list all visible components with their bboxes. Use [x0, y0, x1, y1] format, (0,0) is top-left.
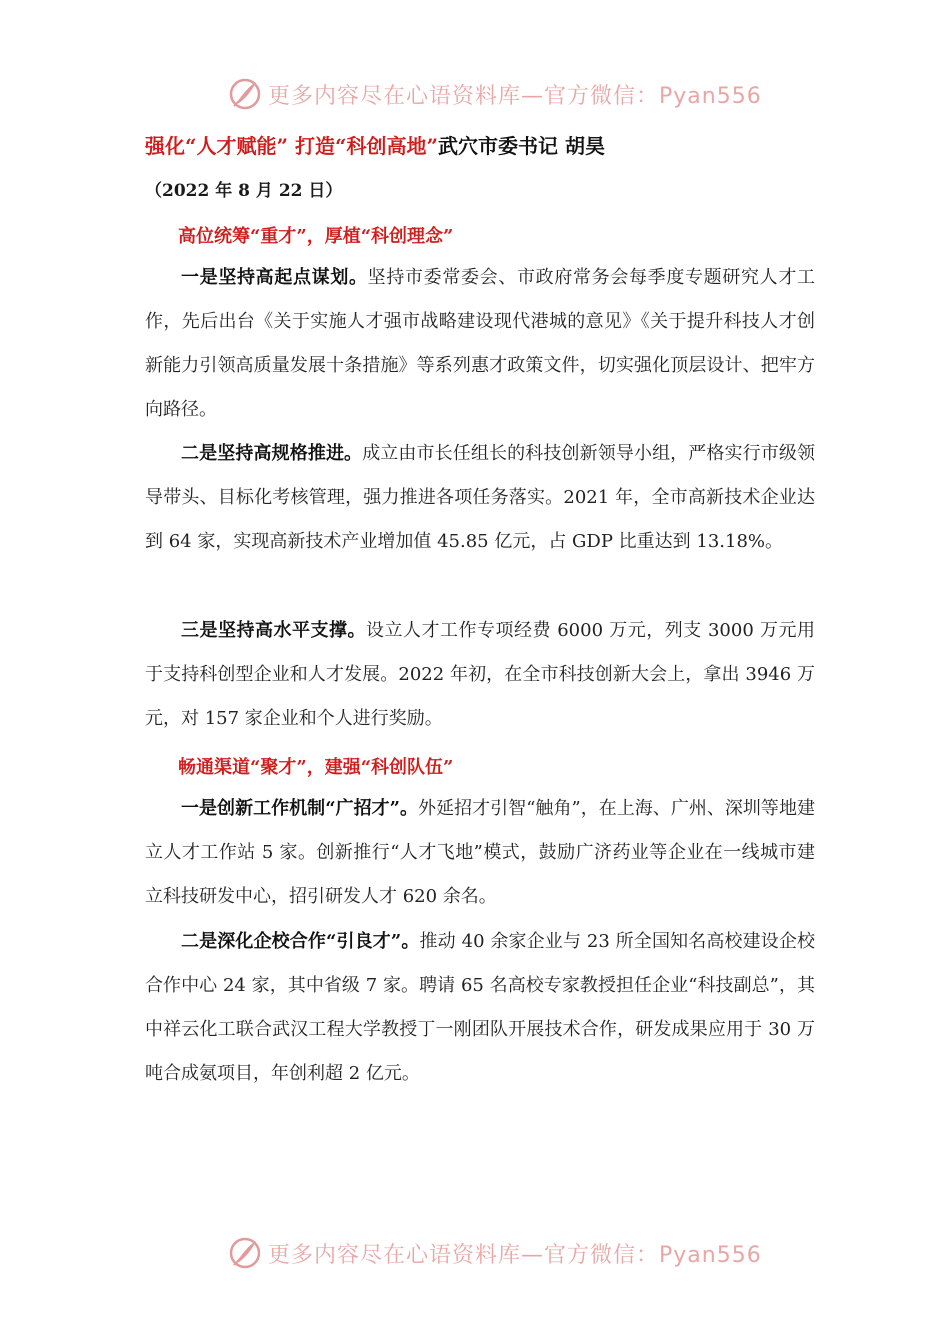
paragraph-lead: 一是创新工作机制“广招才”。	[181, 798, 419, 819]
paragraph-1-3	[145, 609, 815, 741]
title-main: 强化“人才赋能” 打造“科创高地”	[145, 134, 438, 158]
watermark-text: 更多内容尽在心语资料库—官方微信：Pyan556	[268, 1242, 762, 1268]
paragraph-body: 坚持市委常委会、市政府常务会每季度专题研究人才工作，先后出台《关于实施人才强市战略建设现代港城的意见》《关于提升科技人才创新能力引领高质量发展十条措施》等系列惠才政策文件，切实强化顶层设计、把牢方向路径。	[145, 267, 816, 420]
paragraph-lead: 二是坚持高规格推进。	[181, 443, 363, 464]
paragraph-lead: 三是坚持高水平支撑。	[181, 620, 366, 641]
section-heading-2: 畅通渠道“聚才”，建强“科创队伍”	[178, 757, 454, 778]
paragraph-body: 成立由市长任组长的科技创新领导小组，严格实行市级领导带头、目标化考核管理，强力推进各项任务落实。2021 年，全市高新技术企业达到 64 家，实现高新技术产业增加值 45.85 亿元，占 GDP 比重达到 13.18%。	[145, 443, 816, 552]
paragraph-2-2	[145, 920, 815, 1096]
quill-logo-icon	[228, 77, 262, 111]
article-date: （2022 年 8 月 22 日）	[145, 181, 343, 201]
paragraph-body: 推动 40 余家企业与 23 所全国知名高校建设企校合作中心 24 家，其中省级 7 家。聘请 65 名高校专家教授担任企业“科技副总”，其中祥云化工联合武汉工程大学教授丁一刚团队开展技术合作，研发成果应用于 30 万吨合成氨项目，年创利超 2 亿元。	[145, 931, 815, 1084]
watermark-text: 更多内容尽在心语资料库—官方微信：Pyan556	[268, 83, 762, 109]
watermark-footer	[228, 1233, 762, 1273]
section-heading-1: 高位统筹“重才”，厚植“科创理念”	[178, 226, 454, 247]
paragraph-body: 设立人才工作专项经费 6000 万元，列支 3000 万元用于支持科创型企业和人才发展。2022 年初，在全市科技创新大会上，拿出 3946 万元，对 157 家企业和个人进行奖励。	[145, 620, 815, 729]
quill-logo-icon	[228, 1236, 262, 1270]
paragraph-2-1	[145, 787, 815, 919]
paragraph-1-1	[145, 256, 815, 432]
paragraph-body: 外延招才引智“触角”，在上海、广州、深圳等地建立人才工作站 5 家。创新推行“人才飞地”模式，鼓励广济药业等企业在一线城市建立科技研发中心，招引研发人才 620 余名。	[145, 798, 815, 907]
paragraph-1-2	[145, 432, 815, 564]
article-title	[145, 130, 825, 159]
paragraph-lead: 二是深化企校合作“引良才”。	[181, 931, 420, 952]
title-author: 武穴市委书记 胡昊	[437, 134, 605, 158]
watermark-header	[228, 74, 762, 114]
paragraph-lead: 一是坚持高起点谋划。	[181, 267, 368, 288]
